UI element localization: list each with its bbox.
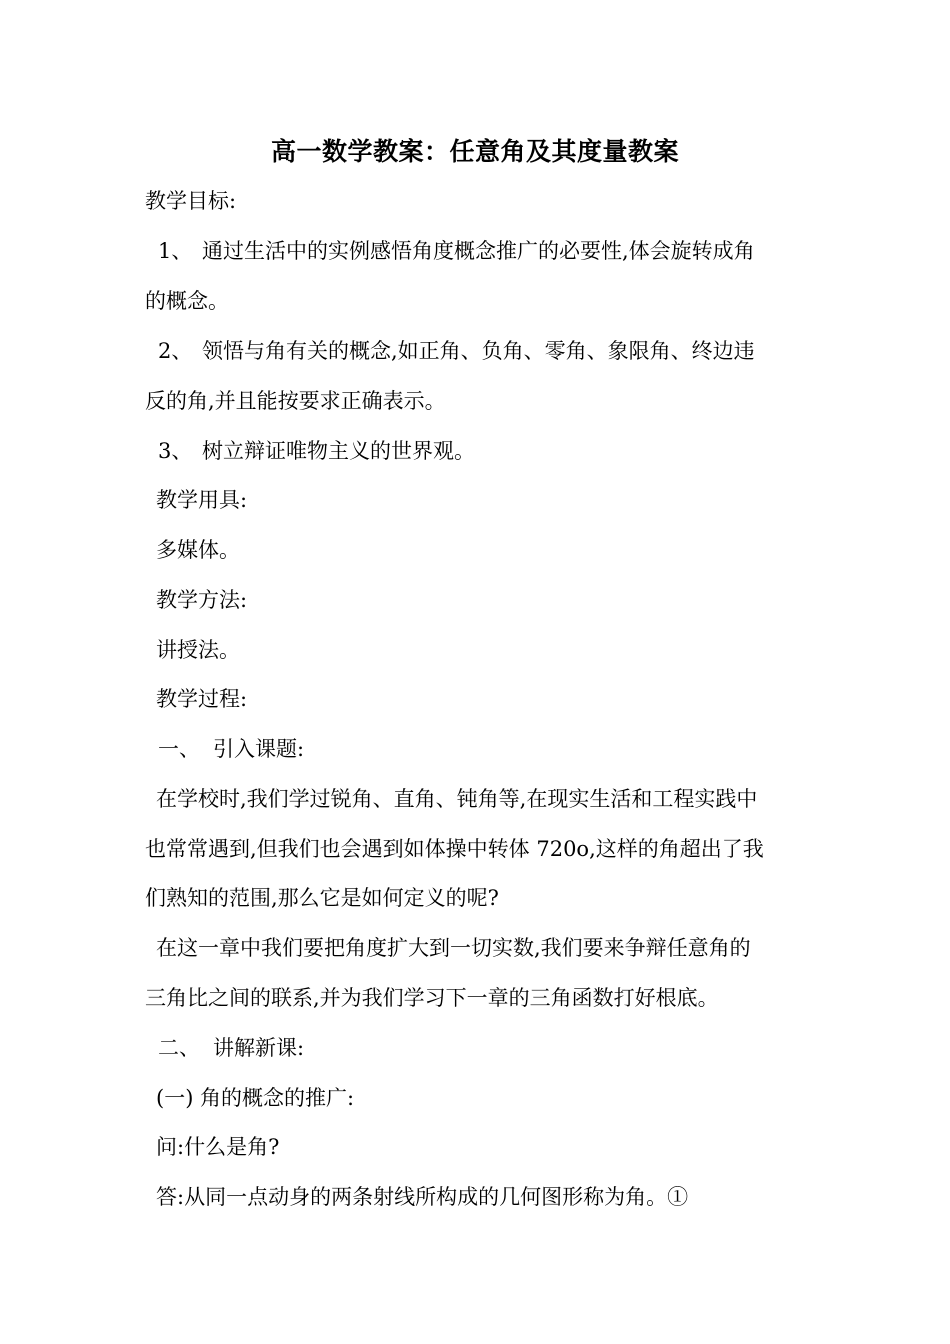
method-heading: 教学方法: [156,588,248,612]
intro-paragraph-1-line-2: 也常常遇到,但我们也会遇到如体操中转体 720o,这样的角超出了我 [145,837,764,861]
subsection-1-heading: (一) 角的概念的推广: [156,1086,355,1110]
intro-paragraph-1-line-1: 在学校时,我们学过锐角、直角、钝角等,在现实生活和工程实践中 [156,787,758,811]
section-1-title: 引入课题: [213,737,305,761]
goal-3-text: 树立辩证唯物主义的世界观。 [202,439,475,463]
goal-2-number: 2、 [158,339,193,363]
goal-1-line-1: 通过生活中的实例感悟角度概念推广的必要性,体会旋转成角 [202,239,755,263]
goal-1-line-2: 的概念。 [145,289,229,313]
process-heading: 教学过程: [156,687,248,711]
goal-2-line-1: 领悟与角有关的概念,如正角、负角、零角、象限角、终边违 [202,339,755,363]
goals-heading: 教学目标: [145,189,237,213]
intro-paragraph-2-line-1: 在这一章中我们要把角度扩大到一切实数,我们要来争辩任意角的 [156,936,751,960]
goal-3-number: 3、 [158,439,193,463]
section-2-title: 讲解新课: [213,1036,305,1060]
section-1-number: 一、 [158,737,200,761]
document-title: 高一数学教案：任意角及其度量教案 [270,137,679,166]
tools-heading: 教学用具: [156,488,248,512]
method-text: 讲授法。 [156,638,240,662]
intro-paragraph-1-line-3: 们熟知的范围,那么它是如何定义的呢? [145,886,499,910]
section-2-number: 二、 [158,1036,200,1060]
intro-paragraph-2-line-2: 三角比之间的联系,并为我们学习下一章的三角函数打好根底。 [145,986,719,1010]
question-text: 问:什么是角? [156,1135,280,1159]
goal-1-number: 1、 [158,239,193,263]
goal-2-line-2: 反的角,并且能按要求正确表示。 [145,389,446,413]
answer-text: 答:从同一点动身的两条射线所构成的几何图形称为角。① [156,1185,689,1209]
tools-text: 多媒体。 [156,538,240,562]
